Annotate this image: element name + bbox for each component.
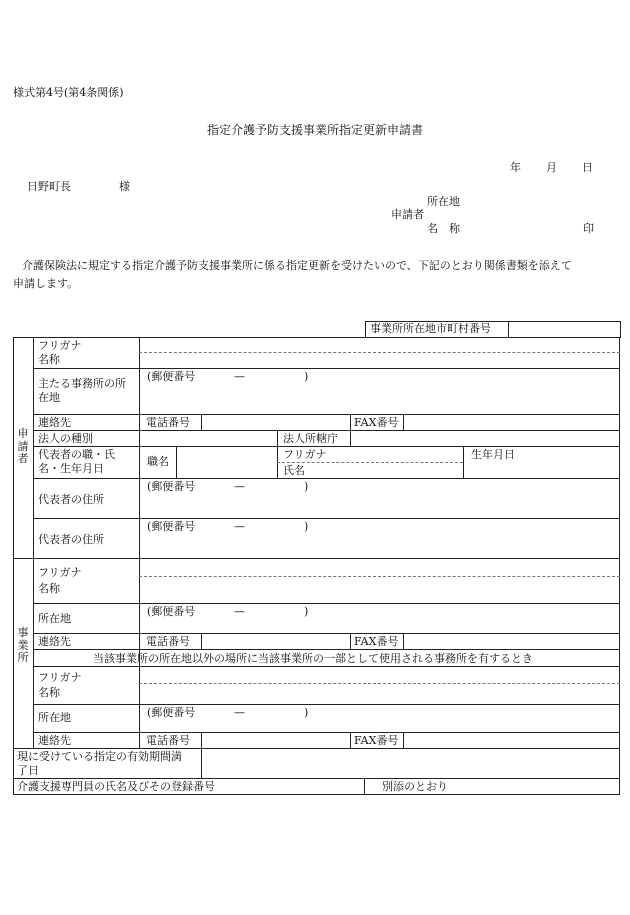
postal-label: (郵便番号 xyxy=(147,605,196,618)
label-column-divider xyxy=(139,337,140,748)
corp-type-label: 法人の種別 xyxy=(38,432,93,445)
applicant-section-label: 申請者 xyxy=(17,427,29,466)
body-text-line1: 介護保険法に規定する指定介護予防支援事業所に係る指定更新を受けたいので、下記のとおり関係書類を添えて xyxy=(22,259,572,272)
furigana-divider xyxy=(139,352,620,353)
date-day-label: 日 xyxy=(582,161,593,174)
postal-dash: — xyxy=(234,706,245,719)
business-location-label: 所在地 xyxy=(38,612,71,625)
cell-divider xyxy=(201,748,202,778)
sub-office-fax-label: FAX番号 xyxy=(354,734,399,747)
seal-label: 印 xyxy=(583,222,594,235)
business-section-label: 事業所 xyxy=(17,626,29,665)
row-divider xyxy=(33,732,620,733)
rep-address-label-2: 代表者の住所 xyxy=(38,533,104,546)
section-divider xyxy=(13,558,620,559)
postal-close: ) xyxy=(304,480,309,493)
postal-close: ) xyxy=(304,605,309,618)
row-divider xyxy=(33,603,620,604)
cell-divider xyxy=(364,778,365,794)
applicant-name-label: 名称 xyxy=(38,353,60,366)
validity-label-line2: 了日 xyxy=(17,764,39,777)
postal-close: ) xyxy=(304,520,309,533)
other-office-note: 当該事業所の所在地以外の場所に当該事業所の一部として使用される事務所を有するとき xyxy=(93,652,533,665)
table-border-bottom xyxy=(13,794,620,795)
postal-label: (郵便番号 xyxy=(147,370,196,383)
furigana-divider xyxy=(139,576,620,577)
table-border-top xyxy=(13,337,620,338)
form-number: 様式第4号(第4条関係) xyxy=(13,86,124,99)
cell-divider xyxy=(350,633,351,649)
postal-dash: — xyxy=(234,605,245,618)
furigana-divider xyxy=(277,462,463,463)
body-text-line2: 申請します。 xyxy=(13,277,79,290)
rep-furigana-label: フリガナ xyxy=(283,448,327,461)
cell-divider xyxy=(403,732,404,748)
sub-office-location-label: 所在地 xyxy=(38,711,71,724)
applicant-fax-label: FAX番号 xyxy=(354,416,399,429)
cell-divider xyxy=(463,446,464,478)
specialist-label: 介護支援専門員の氏名及びその登録番号 xyxy=(17,780,215,793)
postal-label: (郵便番号 xyxy=(147,706,196,719)
row-divider xyxy=(13,778,620,779)
row-divider xyxy=(33,430,620,431)
row-divider xyxy=(33,666,620,667)
row-divider xyxy=(33,368,620,369)
applicant-furigana-label: フリガナ xyxy=(38,339,82,352)
table-border-left xyxy=(13,337,14,795)
postal-dash: — xyxy=(234,520,245,533)
muni-code-label: 事業所所在地市町村番号 xyxy=(370,322,491,335)
postal-close: ) xyxy=(304,706,309,719)
applicant-contact-label: 連絡先 xyxy=(38,416,71,429)
business-contact-label: 連絡先 xyxy=(38,635,71,648)
business-phone-label: 電話番号 xyxy=(146,635,190,648)
cell-divider xyxy=(350,414,351,430)
row-divider xyxy=(33,414,620,415)
applicant-name-label: 名 称 xyxy=(427,222,460,235)
section-divider xyxy=(13,748,620,749)
cell-divider xyxy=(201,414,202,430)
cell-divider xyxy=(350,732,351,748)
main-office-label-line1: 主たる事務所の所 xyxy=(38,377,126,390)
business-fax-label: FAX番号 xyxy=(354,635,399,648)
sub-office-furigana-label: フリガナ xyxy=(38,671,82,684)
cell-divider xyxy=(403,633,404,649)
document-title: 指定介護予防支援事業所指定更新申請書 xyxy=(207,123,424,137)
business-furigana-label: フリガナ xyxy=(38,566,82,579)
cell-divider xyxy=(403,414,404,430)
applicant-label: 申請者 xyxy=(391,208,424,221)
row-divider xyxy=(33,478,620,479)
specialist-value: 別添のとおり xyxy=(382,780,448,793)
cell-divider xyxy=(277,430,278,446)
validity-label-line1: 現に受けている指定の有効期間満 xyxy=(17,750,182,763)
postal-label: (郵便番号 xyxy=(147,480,196,493)
business-name-label: 名称 xyxy=(38,582,60,595)
section-column-divider xyxy=(33,337,34,748)
addressee: 日野町長 xyxy=(27,180,71,193)
cell-divider xyxy=(201,633,202,649)
application-form-table xyxy=(13,337,620,795)
applicant-address-label: 所在地 xyxy=(427,195,460,208)
table-border-right xyxy=(619,337,620,795)
row-divider xyxy=(33,704,620,705)
postal-dash: — xyxy=(234,370,245,383)
rep-title-label-line2: 名・生年月日 xyxy=(38,462,104,475)
postal-dash: — xyxy=(234,480,245,493)
rep-address-label-1: 代表者の住所 xyxy=(38,493,104,506)
row-divider xyxy=(33,518,620,519)
sub-office-phone-label: 電話番号 xyxy=(146,734,190,747)
cell-divider xyxy=(176,446,177,478)
main-office-label-line2: 在地 xyxy=(38,391,60,404)
position-label: 職名 xyxy=(147,455,169,468)
furigana-divider xyxy=(139,683,620,684)
sub-office-name-label: 名称 xyxy=(38,686,60,699)
cell-divider xyxy=(201,732,202,748)
applicant-phone-label: 電話番号 xyxy=(146,416,190,429)
rep-title-label-line1: 代表者の職・氏 xyxy=(38,448,115,461)
row-divider xyxy=(33,446,620,447)
row-divider xyxy=(33,649,620,650)
postal-label: (郵便番号 xyxy=(147,520,196,533)
date-month-label: 月 xyxy=(546,161,557,174)
date-year-label: 年 xyxy=(510,161,521,174)
postal-close: ) xyxy=(304,370,309,383)
corp-authority-label: 法人所轄庁 xyxy=(283,432,338,445)
honorific: 様 xyxy=(119,180,130,193)
birth-date-label: 生年月日 xyxy=(471,448,515,461)
sub-office-contact-label: 連絡先 xyxy=(38,734,71,747)
muni-code-input-cell[interactable] xyxy=(507,321,621,338)
rep-name-label: 氏名 xyxy=(283,464,305,477)
cell-divider xyxy=(350,430,351,446)
row-divider xyxy=(33,633,620,634)
